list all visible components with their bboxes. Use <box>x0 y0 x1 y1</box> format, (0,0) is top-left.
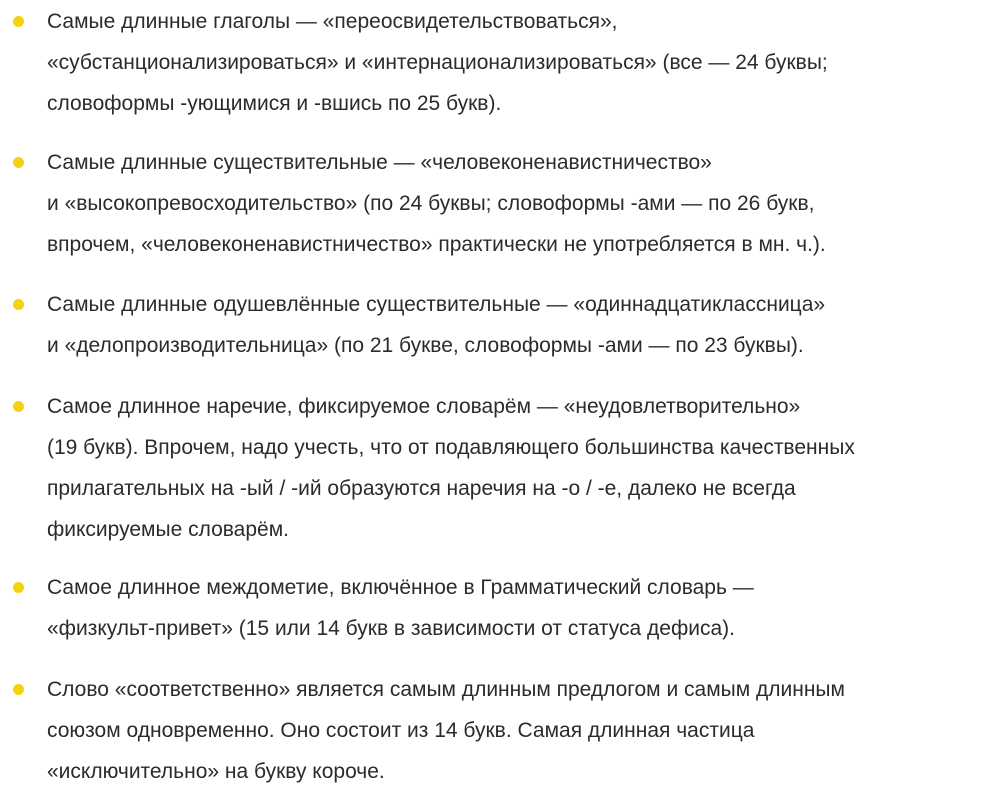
list-item-text: Слово «соответственно» является самым длинным предлогом и самым длинным союзом одновременно. Оно состоит из 14 букв. Самая длинная частица «исключительно» на букву короче. <box>47 678 845 783</box>
bullet-dot-icon <box>13 157 24 168</box>
list-item-text: Самое длинное междометие, включённое в Грамматический словарь — «физкульт-привет» (15 или 14 букв в зависимости от статуса дефиса). <box>47 576 754 640</box>
list-item-text: Самое длинное наречие, фиксируемое словарём — «неудовлетворительно» (19 букв). Впрочем, надо учесть, что от подавляющего большинства качественных прилагательных на -ый / -ий образуются наречия на -о / -е, далеко не всегда фиксируемые словарём. <box>47 395 855 541</box>
bullet-dot-icon <box>13 16 24 27</box>
bullet-dot-icon <box>13 684 24 695</box>
bullet-dot-icon <box>13 299 24 310</box>
bullet-dot-icon <box>13 401 24 412</box>
bullet-dot-icon <box>13 582 24 593</box>
list-item-text: Самые длинные существительные — «человеконенавистничество» и «высокопревосходительство» (по 24 буквы; словоформы -ами — по 26 букв, впрочем, «человеконенавистничество» практически не употребляется в мн. ч.). <box>47 151 826 256</box>
list-item-text: Самые длинные глаголы — «переосвидетельствоваться», «субстанционализироваться» и «интернационализироваться» (все — 24 буквы; словоформы -ующимися и -вшись по 25 букв). <box>47 10 828 115</box>
list-item-text: Самые длинные одушевлённые существительные — «одиннадцатиклассница» и «делопроизводительница» (по 21 букве, словоформы -ами — по 23 буквы). <box>47 293 826 357</box>
